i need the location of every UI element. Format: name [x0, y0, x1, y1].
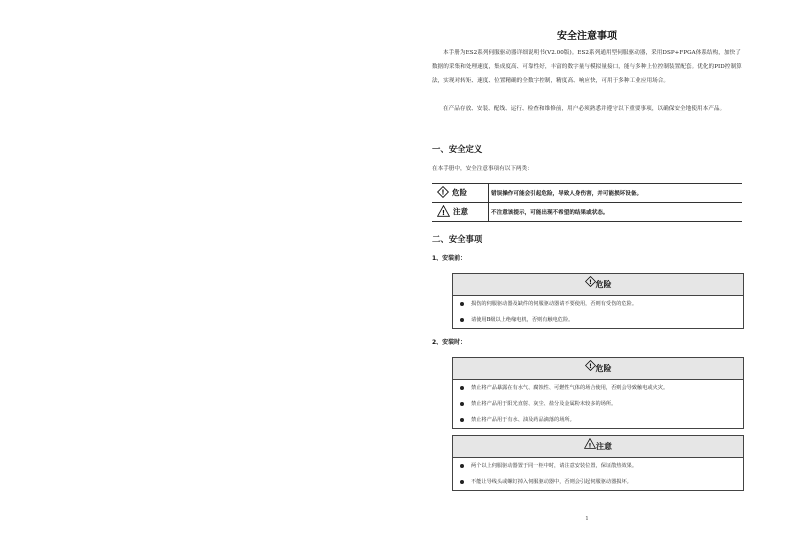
- svg-text:!: !: [441, 188, 445, 197]
- danger-box-during-install: [452, 357, 744, 429]
- danger-box-before-install: [452, 273, 744, 329]
- danger-diamond-icon: [585, 361, 596, 373]
- list-item: 损伤的伺服驱动器及缺件的伺服驱动器请不要使用，否则有受伤的危险。: [453, 296, 743, 312]
- list-item: 请使用B级以上绝缘电机，否则有触电危险。: [453, 312, 743, 328]
- svg-text:!: !: [441, 209, 446, 217]
- box-title: 危险: [595, 364, 612, 373]
- manual-page: [432, 0, 742, 538]
- definition-row-danger: [432, 184, 742, 203]
- caution-triangle-icon: [584, 442, 596, 451]
- danger-definition: 错误操作可能会引起危险，导致人身伤害，并可能损坏设备。: [489, 184, 743, 203]
- page-title: 安全注意事项: [557, 31, 617, 42]
- safety-definition-table: [432, 183, 742, 222]
- bullet-icon: [460, 480, 464, 484]
- caution-label: 注意: [453, 207, 468, 216]
- box-title: 危险: [595, 280, 612, 289]
- subsection-before-install: 1、安装前：: [432, 255, 467, 262]
- subsection-during-install: 2、安装时：: [432, 339, 467, 346]
- svg-text:!: !: [588, 441, 592, 449]
- intro-paragraph-1: 本手册为ES2系列伺服驱动器详细说明书(V2.00版)。ES2系列通用型伺服驱动器，采用DSP+FPGA体系结构，加快了数据的采集和处理速度，集成度高、可靠性好，丰富的数字量与模拟量接口，能与多种上位控制装置配套。优化的PID控制算法，实现对转矩、速度、位置精确的全数字控制，精度高、响应快，可用于多种工业应用场合。: [432, 50, 742, 84]
- section1-heading: 一、安全定义: [432, 144, 483, 154]
- list-item: 不能让导线头或螺钉掉入伺服驱动器中，否则会引起伺服驱动器损坏。: [453, 474, 743, 490]
- intro-paragraph-2: 在产品存放、安装、配线、运行、检查和维修前，用户必须熟悉并遵守以下重要事项，以确保安全地使用本产品。: [443, 106, 726, 112]
- list-item: 禁止将产品用于有水、油及药品滴落的场所。: [453, 412, 743, 428]
- section2-heading: 二、安全事项: [432, 234, 483, 244]
- caution-triangle-icon: [437, 205, 450, 219]
- bullet-icon: [460, 386, 464, 390]
- bullet-icon: [460, 318, 464, 322]
- svg-text:!: !: [588, 361, 592, 370]
- bullet-icon: [460, 464, 464, 468]
- section1-lead: 在本手册中，安全注意事项有以下两类：: [432, 166, 533, 172]
- list-item: 禁止将产品暴露在有水气、腐蚀性、可燃性气体的场合使用，否则会导致触电或火灾。: [453, 380, 743, 396]
- danger-diamond-icon: [437, 186, 449, 200]
- box-title: 注意: [596, 442, 612, 451]
- caution-definition: 不注意该提示，可能出现不希望的结果或状态。: [491, 210, 609, 216]
- page-number: 1: [585, 516, 589, 522]
- list-item: 两个以上伺服驱动器置于同一柜中时，请注意安装位置，保证散热效果。: [453, 458, 743, 474]
- danger-diamond-icon: [585, 277, 596, 289]
- bullet-icon: [460, 302, 464, 306]
- definition-row-caution: [432, 203, 742, 222]
- caution-box-during-install: [452, 435, 744, 491]
- list-item: 禁止将产品用于阳光直射、灰尘、盐分及金属粉末较多的场所。: [453, 396, 743, 412]
- svg-text:!: !: [588, 277, 592, 286]
- bullet-icon: [460, 402, 464, 406]
- bullet-icon: [460, 418, 464, 422]
- danger-label: 危险: [452, 188, 467, 197]
